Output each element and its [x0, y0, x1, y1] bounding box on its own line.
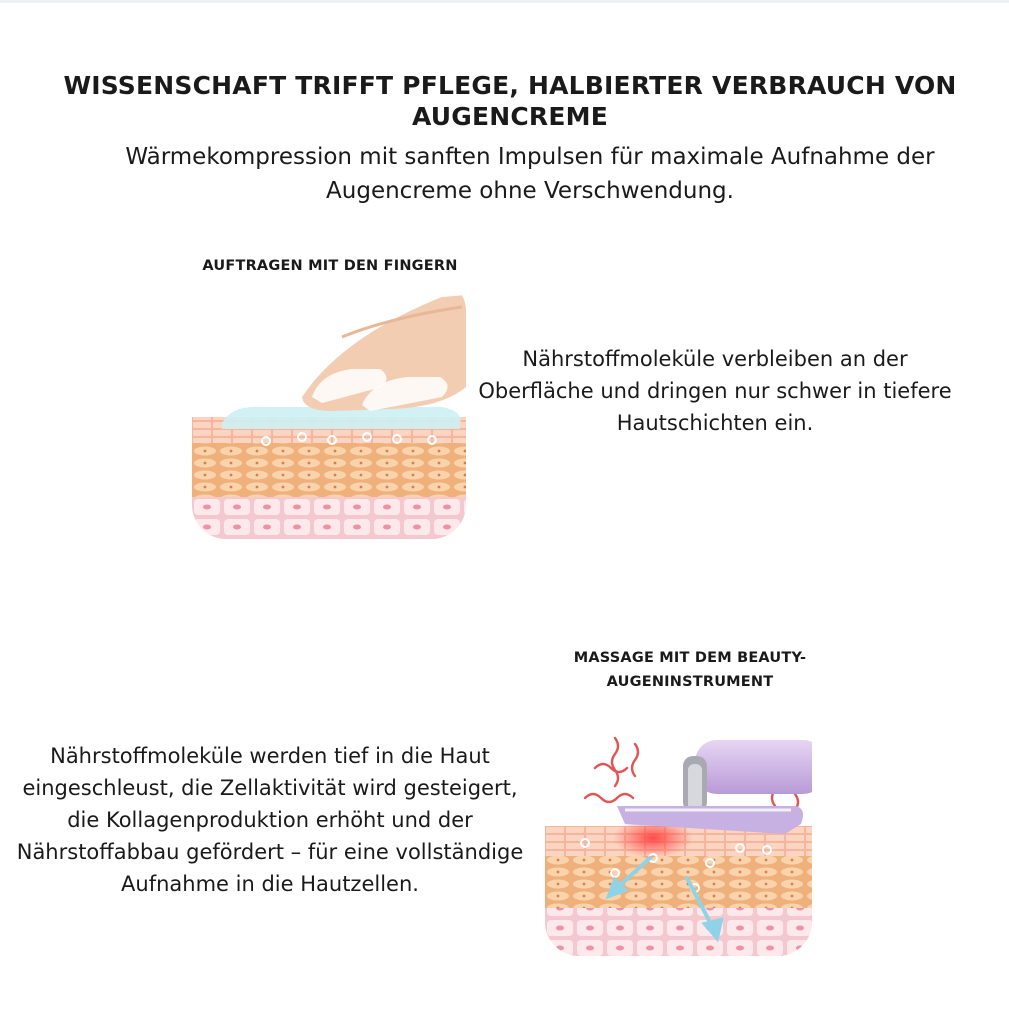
skin-hypodermis: [192, 497, 466, 539]
beauty-device-on-skin-illustration: [545, 698, 812, 956]
finger-section-label: AUFTRAGEN MIT DEN FINGERN: [202, 258, 458, 274]
top-divider: [0, 0, 1009, 3]
skin-hypodermis: [545, 908, 812, 956]
finger-skin-svg: [192, 277, 466, 539]
page-subheadline: Wärmekompression mit sanften Impulsen für maximale Aufnahme der Augencreme ohne Verschwendung.: [125, 144, 935, 204]
device-handle: [695, 740, 812, 794]
device-skin-svg: [545, 698, 812, 956]
skin-dermis: [192, 443, 466, 497]
device-section-description: Nährstoffmoleküle werden tief in die Haut eingeschleust, die Zellaktivität wird gesteigert, die Kollagenproduktion erhöht und der Nährstoffabbau gefördert – für eine vollständige Aufnahme in die Hautzellen.: [16, 744, 524, 896]
skin-dermis: [545, 856, 812, 908]
finger-on-skin-illustration: [192, 277, 466, 539]
finger-section-description: Nährstoffmoleküle verbleiben an der Oberfläche und dringen nur schwer in tiefere Hautschichten ein.: [478, 347, 952, 435]
page-headline: WISSENSCHAFT TRIFFT PFLEGE, HALBIERTER VERBRAUCH VON AUGENCREME: [63, 71, 957, 131]
device-section-label: MASSAGE MIT DEM BEAUTY-AUGENINSTRUMENT: [573, 650, 807, 690]
